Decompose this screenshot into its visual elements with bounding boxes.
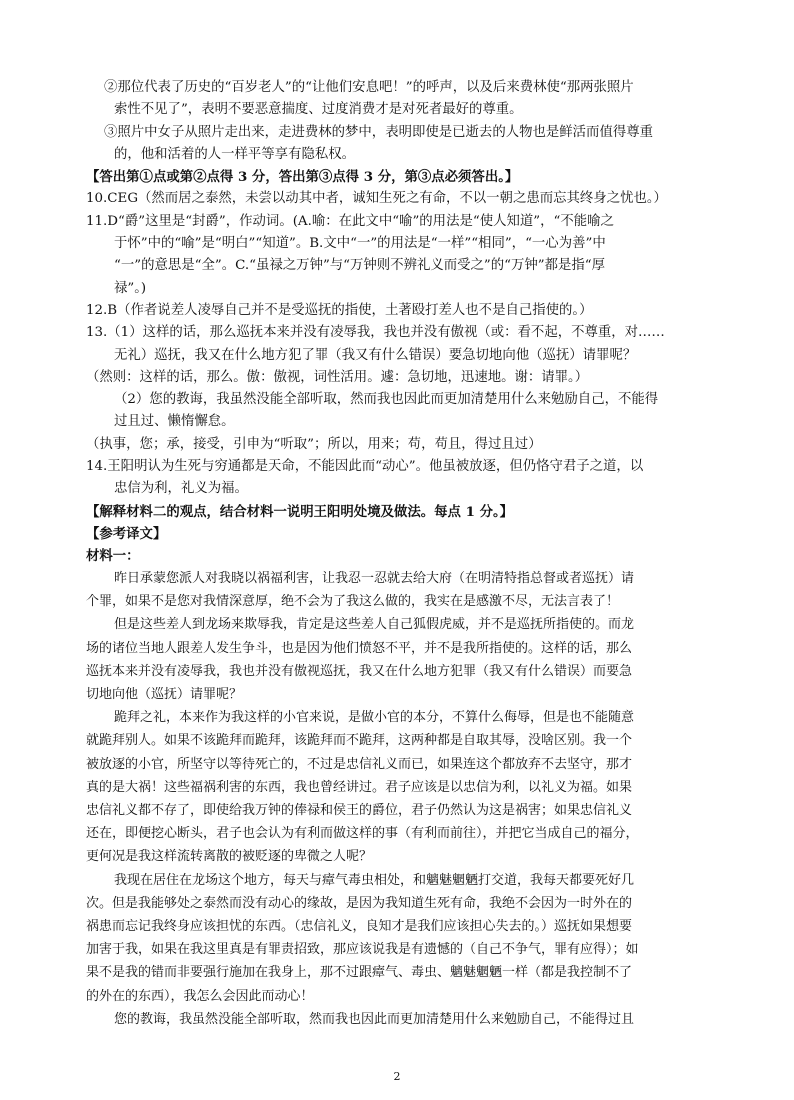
text-line: 12.B（作者说差人凌辱自己并不是受巡抚的指使，土著殴打差人也不是自己指使的。）	[86, 302, 593, 318]
text-line: 果不是我的错而非要强行施加在我身上，那不过跟瘴气、毒虫、魑魅魍魉一样（都是我控制不了	[86, 965, 633, 981]
text-line: 次。但是我能够处之泰然而没有动心的缘故，是因为我知道生死有命，我绝不会因为一时外在的	[86, 895, 633, 911]
page-number: 2	[393, 1070, 401, 1083]
text-line: 但是这些差人到龙场来欺辱我，肯定是这些差人自己狐假虎威，并不是巡抚所指使的。而龙	[114, 617, 635, 633]
text-line: 昨日承蒙您派人对我晓以祸福利害，让我忍一忍就去给大府（在明清特指总督或者巡抚）请	[114, 571, 635, 586]
text-line: （然则：这样的话，那么。傲：傲视，词性活用。遽：急切地，迅速地。谢：请罪。）	[86, 369, 589, 385]
text-line: 13.（1）这样的话，那么巡抚本来并没有凌辱我，我也并没有傲视（或：看不起，不尊重，对……	[86, 325, 665, 341]
text-line: 忠信礼义都不存了，即使给我万钟的俸禄和侯王的爵位，君子仍然认为这是祸害；如果忠信礼义	[86, 803, 633, 819]
text-line: 巡抚本来并没有凌辱我，我也并没有傲视巡抚，我又在什么地方犯罪（我又有什么错误）而要急	[86, 663, 633, 679]
text-line: （执事，您；承，接受，引申为“听取”；所以，用来；苟，苟且，得过且过）	[86, 436, 542, 452]
translation-section	[86, 567, 714, 1031]
text-line: “一”的意思是“全”。C.“虽禄之万钟”与“万钟则不辨礼义而受之”的“万钟”都是指“厚	[114, 258, 606, 274]
text-line: 【答出第①点或第②点得 3 分，答出第③点得 3 分，第③点必须答出。】	[86, 169, 519, 186]
text-line: 我现在居住在龙场这个地方，每天与瘴气毒虫相处，和魑魅魍魉打交道，我每天都要死好几	[114, 872, 635, 888]
text-line: 还在，即便挖心断头，君子也会认为有利而做这样的事（有利而前往），并把它当成自己的福分，	[86, 826, 639, 842]
text-line: 个罪，如果不是您对我情深意厚，绝不会为了我这么做的，我实在是感激不尽，无法言表了！	[86, 594, 620, 610]
text-line: 祸患而忘记我终身应该担忧的东西。（忠信礼义，良知才是我们应该担心失去的。）巡抚如果想要	[86, 919, 633, 935]
text-line: ③照片中女子从照片走出来，走进费林的梦中，表明即使是已逝去的人物也是鲜活而值得尊重	[104, 124, 654, 140]
text-line: 更何况是我这样流转离散的被贬逐的卑微之人呢？	[86, 849, 373, 865]
text-line: 忠信为利，礼义为福。	[114, 481, 248, 497]
text-line: 您的教诲，我虽然没能全部听取，然而我也因此而更加清楚用什么来勉励自己，不能得过且	[114, 1011, 635, 1027]
text-line: 于怀”中的“喻”是“明白”“知道”。B.文中“一”的用法是“一样”“相同”，“一心为善”中	[114, 236, 606, 252]
text-line: 【参考译文】	[86, 525, 167, 542]
text-line: 索性不见了”，表明不要恶意揣度、过度消费才是对死者最好的尊重。	[114, 102, 523, 118]
text-line: 加害于我，如果在我这里真是有罪责招致，那应该说我是有遗憾的（自己不争气，罪有应得）；如	[86, 942, 639, 958]
text-line: 材料一：	[86, 548, 140, 565]
text-line: （2）您的教诲，我虽然没能全部听取，然而我也因此而更加清楚用什么来勉励自己，不能得	[114, 392, 659, 408]
text-line: 过且过、懒惰懈怠。	[114, 414, 235, 430]
text-line: 14.王阳明认为生死与穷通都是天命，不能因此而“动心”。他虽被放逐，但仍恪守君子之道，以	[86, 459, 644, 475]
text-line: 11.D“爵”这里是“封爵”，作动词。(A.喻：在此文中“喻”的用法是“使人知道”，“不能喻之	[86, 213, 614, 229]
text-line: 跪拜之礼，本来作为我这样的小官来说，是做小官的本分，不算什么侮辱，但是也不能随意	[114, 710, 635, 726]
text-line: 真的是大祸！这些福祸利害的东西，我也曾经讲过。君子应该是以忠信为利，以礼义为福。如果	[86, 779, 633, 795]
text-line: 就跪拜别人。如果不该跪拜而跪拜，该跪拜而不跪拜，这两种都是自取其辱，没啥区别。我一个	[86, 733, 633, 749]
text-line: 场的诸位当地人跟差人发生争斗，也是因为他们愤怒不平，并不是我所指使的。这样的话，那么	[86, 640, 633, 656]
text-line: 禄”。)	[114, 280, 147, 296]
text-line: 【解释材料二的观点，结合材料一说明王阳明处境及做法。每点 1 分。】	[86, 503, 514, 520]
text-line: 的外在的东西），我怎么会因此而动心！	[86, 988, 314, 1004]
answer-section	[86, 77, 714, 568]
text-line: 的，他和活着的人一样平等享有隐私权。	[114, 146, 356, 162]
text-line: 被放逐的小官，所坚守以等待死亡的，不过是忠信礼义而已，如果连这个都放弃不去坚守，那才	[86, 756, 633, 772]
text-line: 10.CEG（然而居之泰然，未尝以动其中者，诚知生死之有命，不以一朝之患而忘其终身之忧也。）	[86, 191, 667, 207]
text-line: ②那位代表了历史的“百岁老人”的“让他们安息吧！”的呼声，以及后来费林使“那两张照片	[104, 80, 634, 95]
text-line: 切地向他（巡抚）请罪呢？	[86, 687, 243, 703]
text-line: 无礼）巡抚，我又在什么地方犯了罪（我又有什么错误）要急切地向他（巡抚）请罪呢？	[114, 347, 637, 363]
